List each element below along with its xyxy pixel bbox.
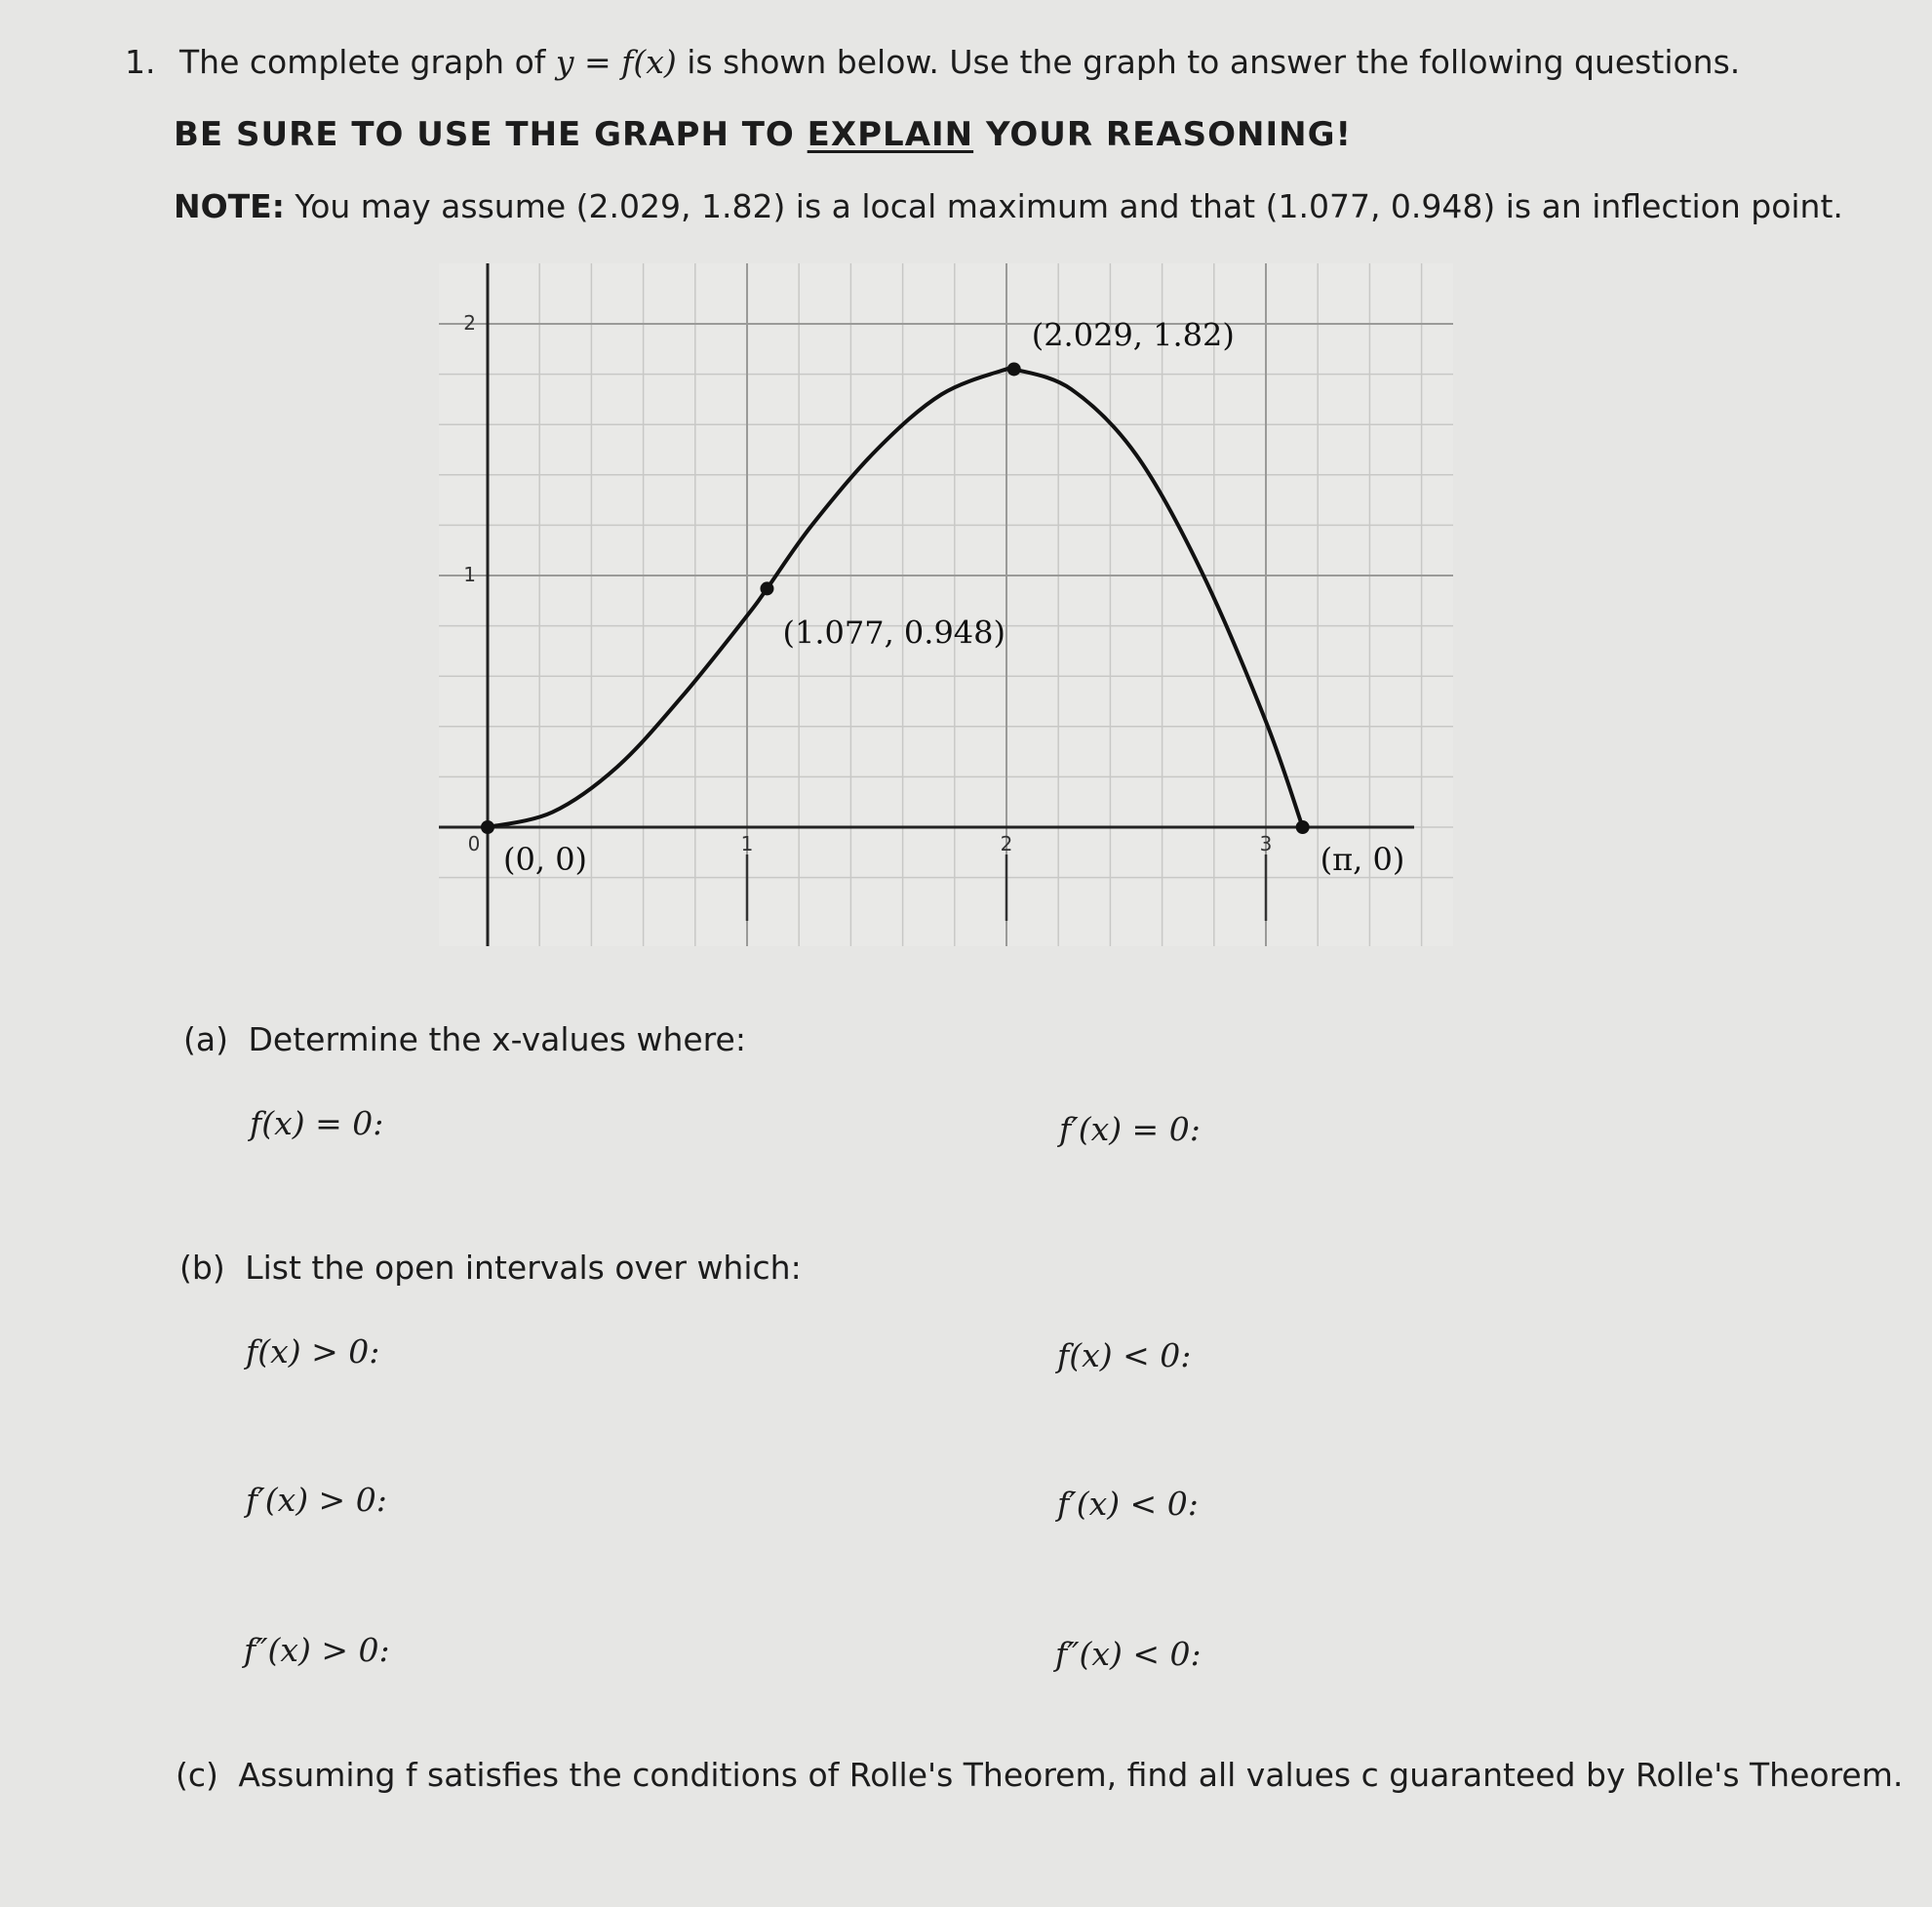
x-tick-label: 1 — [740, 832, 754, 855]
key-point — [1007, 362, 1021, 376]
warning-pre: BE SURE TO USE THE GRAPH TO — [174, 115, 795, 154]
fprime-positive-label: f′(x) > 0: — [246, 1481, 387, 1519]
part-a-heading — [183, 1020, 746, 1058]
note-line — [174, 187, 1843, 225]
y-tick-label: 1 — [463, 563, 476, 586]
key-point-label: (π, 0) — [1320, 841, 1405, 878]
intro-pre: The complete graph of — [179, 43, 546, 81]
x-tick-label: 0 — [467, 832, 481, 855]
note-text: You may assume (2.029, 1.82) is a local maximum and that (1.077, 0.948) is an inflection point. — [295, 187, 1843, 225]
problem-statement — [125, 43, 1740, 81]
part-c-label: (c) — [176, 1756, 218, 1794]
note-label: NOTE: — [174, 187, 285, 225]
y-tick-label: 2 — [463, 311, 476, 335]
key-point-label: (0, 0) — [503, 841, 588, 878]
x-tick-label: 3 — [1259, 832, 1273, 855]
part-b-heading — [179, 1249, 802, 1287]
key-point-label: (1.077, 0.948) — [782, 614, 1006, 652]
part-c-text: Assuming f satisfies the conditions of Rolle's Theorem, find all values c guaranteed by Rolle's Theorem. — [238, 1756, 1904, 1794]
fdoubleprime-negative-label: f″(x) < 0: — [1055, 1635, 1202, 1673]
function-graph — [439, 263, 1453, 946]
intro-expression: y = f(x) — [555, 43, 677, 81]
part-a-label: (a) — [183, 1020, 228, 1058]
part-b-text: List the open intervals over which: — [245, 1249, 802, 1287]
part-a-text: Determine the x-values where: — [248, 1020, 746, 1058]
fdoubleprime-positive-label: f″(x) > 0: — [244, 1631, 390, 1669]
fprime-equals-zero-label: f′(x) = 0: — [1059, 1110, 1201, 1148]
fprime-negative-label: f′(x) < 0: — [1057, 1485, 1199, 1523]
key-point — [481, 820, 494, 834]
intro-post: is shown below. Use the graph to answer the following questions. — [687, 43, 1741, 81]
key-point-label: (2.029, 1.82) — [1031, 316, 1235, 354]
f-equals-zero-label: f(x) = 0: — [250, 1104, 384, 1142]
warning-line — [174, 115, 1352, 154]
key-point — [1296, 820, 1310, 834]
part-b-label: (b) — [179, 1249, 225, 1287]
part-c-heading — [176, 1756, 1903, 1794]
warning-underlined: EXPLAIN — [807, 115, 974, 154]
warning-post: YOUR REASONING! — [985, 115, 1352, 154]
x-tick-label: 2 — [1000, 832, 1013, 855]
f-negative-label: f(x) < 0: — [1057, 1336, 1192, 1374]
key-point — [760, 581, 773, 595]
problem-number: 1. — [125, 43, 156, 81]
f-positive-label: f(x) > 0: — [246, 1332, 380, 1371]
